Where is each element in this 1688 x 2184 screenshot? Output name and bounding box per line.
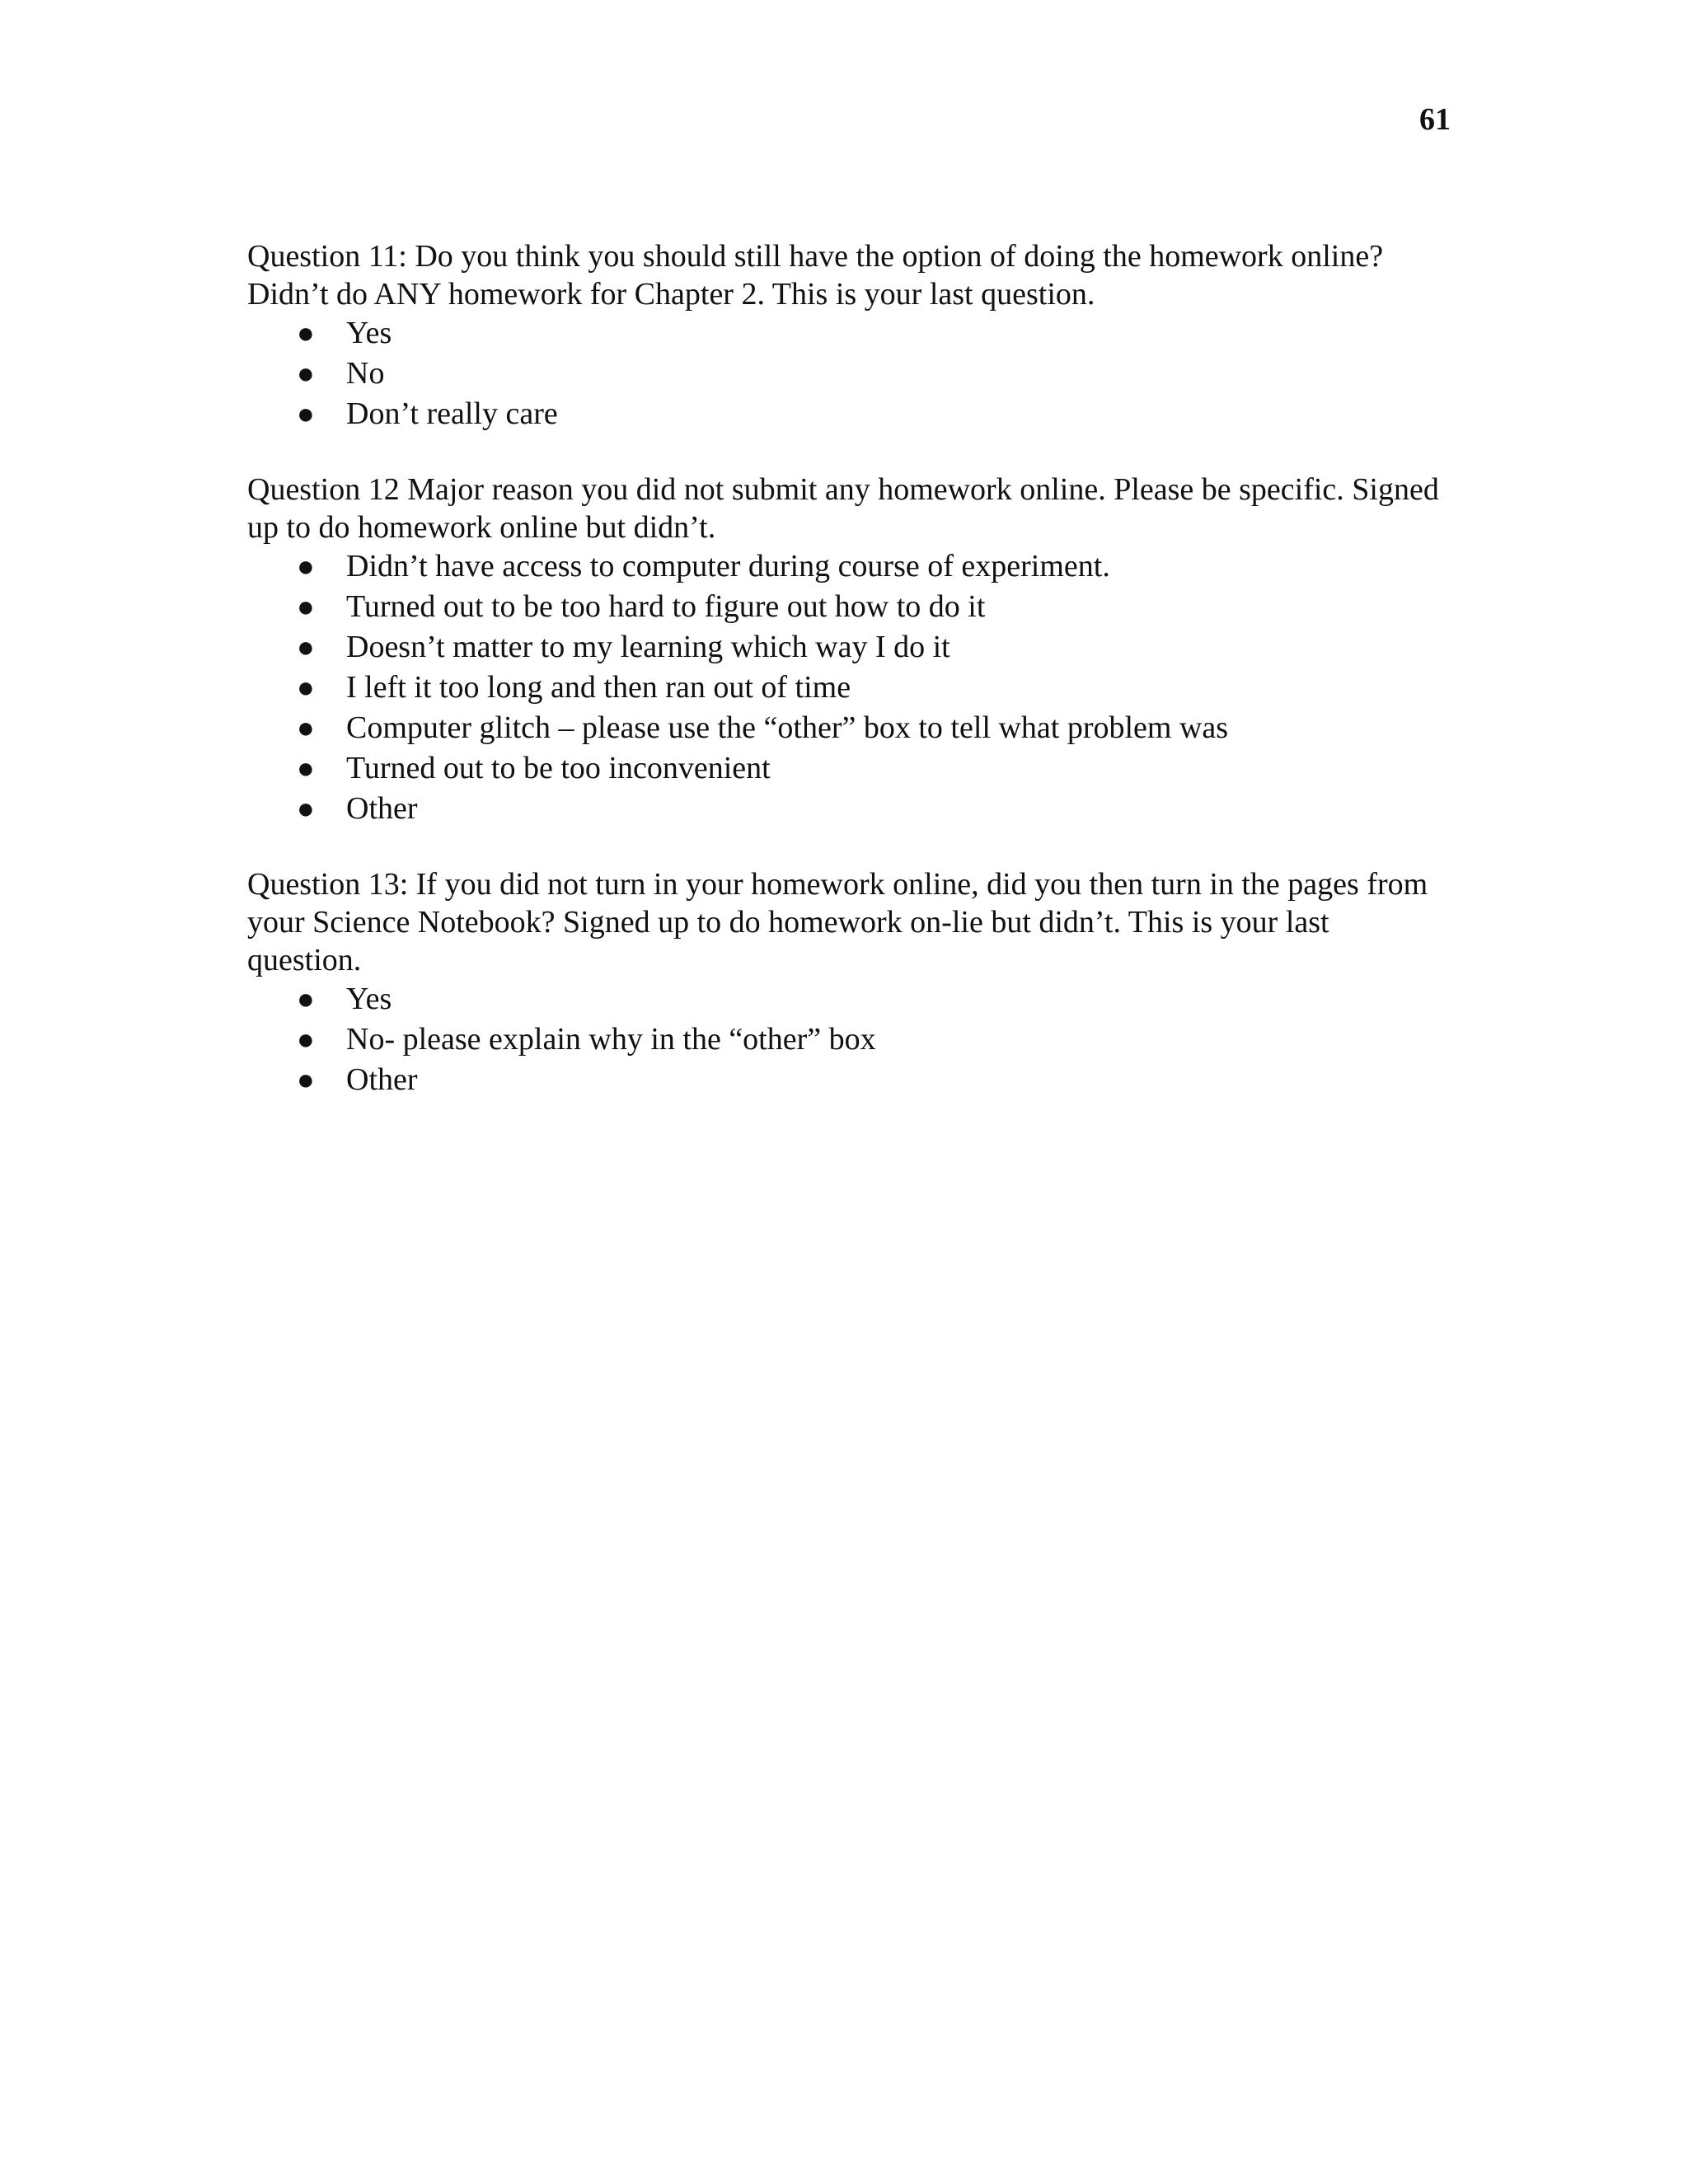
option-label: Don’t really care bbox=[346, 396, 558, 431]
list-item bbox=[297, 668, 1451, 708]
bullet-icon: ● bbox=[297, 792, 315, 825]
bullet-icon: ● bbox=[297, 1023, 315, 1056]
bullet-icon: ● bbox=[297, 630, 315, 663]
option-label: Yes bbox=[346, 316, 392, 350]
bullet-icon: ● bbox=[297, 550, 315, 583]
list-item bbox=[297, 1060, 1451, 1100]
question-12 bbox=[247, 471, 1451, 829]
option-label: Turned out to be too inconvenient bbox=[346, 751, 771, 785]
question-11 bbox=[247, 237, 1451, 434]
bullet-icon: ● bbox=[297, 316, 315, 349]
option-label: No- please explain why in the “other” box bbox=[346, 1022, 876, 1057]
bullet-icon: ● bbox=[297, 590, 315, 623]
option-list bbox=[247, 979, 1451, 1100]
option-label: No bbox=[346, 356, 385, 391]
list-item bbox=[297, 313, 1451, 354]
option-label: Yes bbox=[346, 982, 392, 1016]
page-number: 61 bbox=[1419, 102, 1451, 137]
option-list bbox=[247, 313, 1451, 434]
option-label: Other bbox=[346, 791, 418, 826]
list-item bbox=[297, 1019, 1451, 1060]
option-label: Turned out to be too hard to figure out how to do it bbox=[346, 589, 986, 624]
list-item bbox=[297, 979, 1451, 1019]
question-text: Question 12 Major reason you did not submit any homework online. Please be specific. Signed up to do homework online but didn’t. bbox=[247, 472, 1439, 545]
option-label: Other bbox=[346, 1062, 418, 1097]
list-item bbox=[297, 587, 1451, 627]
bullet-icon: ● bbox=[297, 1063, 315, 1096]
option-list bbox=[247, 546, 1451, 829]
list-item bbox=[297, 546, 1451, 587]
option-label: Didn’t have access to computer during course of experiment. bbox=[346, 549, 1110, 583]
list-item bbox=[297, 627, 1451, 668]
bullet-icon: ● bbox=[297, 982, 315, 1015]
question-text: Question 13: If you did not turn in your homework online, did you then turn in the pages from your Science Notebook? Signed up to do homework on-lie but didn’t. This is your last question. bbox=[247, 867, 1428, 977]
option-label: Doesn’t matter to my learning which way I do it bbox=[346, 630, 950, 664]
question-13 bbox=[247, 865, 1451, 1100]
list-item bbox=[297, 394, 1451, 434]
bullet-icon: ● bbox=[297, 711, 315, 744]
bullet-icon: ● bbox=[297, 671, 315, 704]
bullet-icon: ● bbox=[297, 397, 315, 430]
option-label: Computer glitch – please use the “other” box to tell what problem was bbox=[346, 710, 1229, 745]
question-text: Question 11: Do you think you should still have the option of doing the homework online? Didn’t do ANY homework for Chapter 2. This is your last question. bbox=[247, 239, 1384, 312]
list-item bbox=[297, 354, 1451, 394]
list-item bbox=[297, 708, 1451, 748]
list-item bbox=[297, 789, 1451, 829]
bullet-icon: ● bbox=[297, 357, 315, 390]
document-body bbox=[247, 237, 1451, 1137]
option-label: I left it too long and then ran out of time bbox=[346, 670, 851, 705]
bullet-icon: ● bbox=[297, 752, 315, 785]
list-item bbox=[297, 748, 1451, 789]
